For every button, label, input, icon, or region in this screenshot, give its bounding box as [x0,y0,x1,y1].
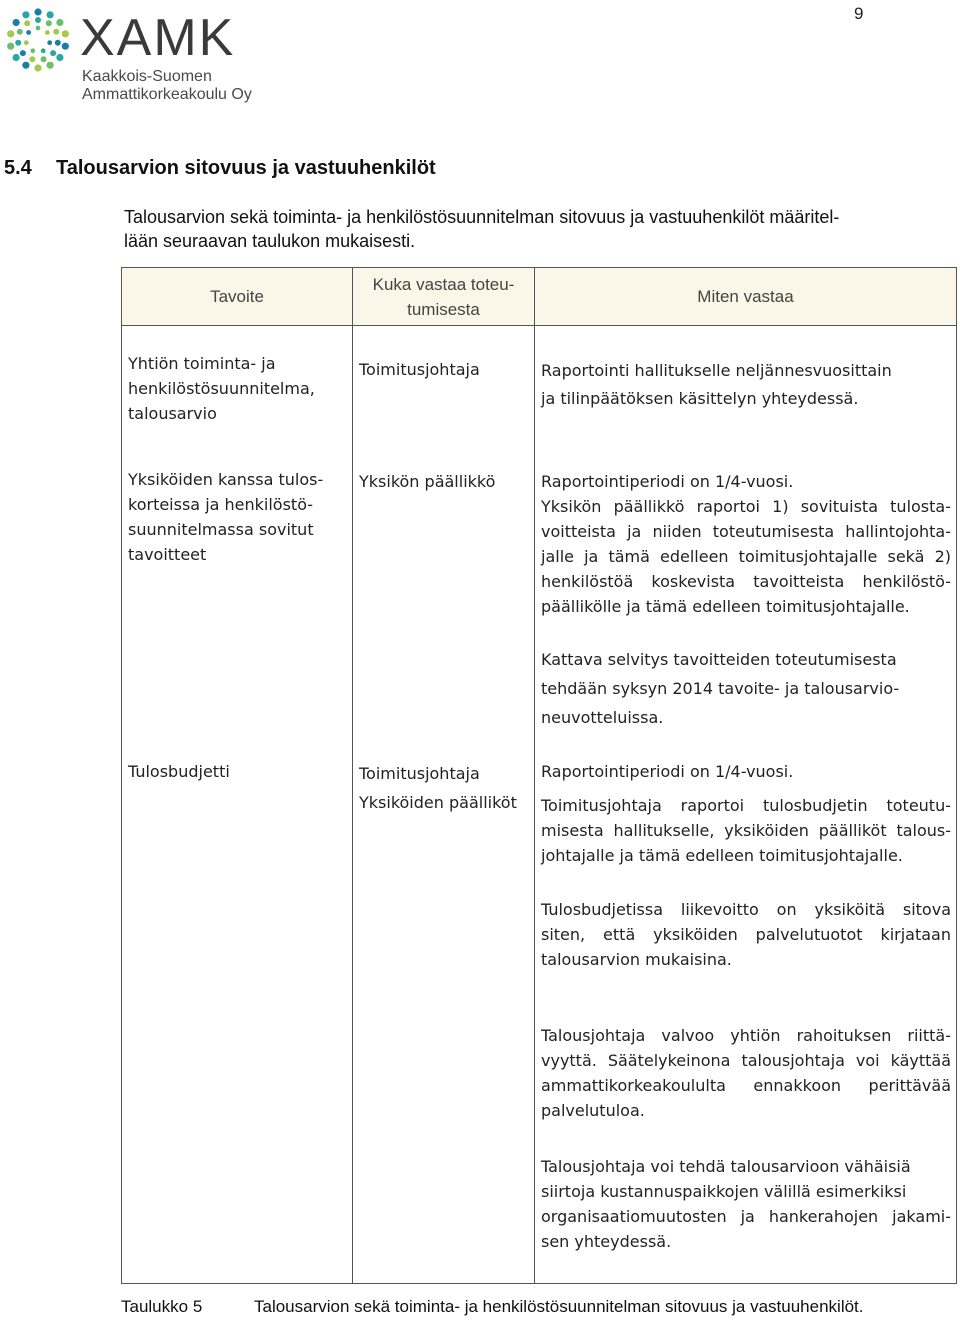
header-responsible [353,267,534,326]
logo-subtitle-line1: Kaakkois-Suomen [82,68,212,85]
logo-dot [24,40,29,45]
header-how: Miten vastaa [697,287,794,306]
header-responsible-line1: Kuka vastaa toteu- [372,274,515,294]
intro-line: Talousarvion sekä toiminta- ja henkilöstösuunnitelman sitovuus ja vastuuhenkilöt määritel- [124,207,840,227]
logo-dot [47,62,54,69]
logo-dot [22,11,29,18]
cell-line: Toimitusjohtaja raportoi tulosbudjetin toteutu- [541,796,951,815]
logo-dots-icon [4,6,74,76]
cell-line: jalle ja tämä edelleen toimitusjohtajalle sekä 2) [541,547,951,566]
row1-goal [128,351,350,426]
row2-how-p1 [541,469,951,619]
logo-dot [17,29,23,35]
logo-dot [53,29,59,35]
logo-dot [24,20,30,26]
logo-dot [34,64,41,71]
logo-dot [36,26,41,31]
cell-line: henkilöstösuunnitelma, [128,379,315,398]
cell-line: sen yhteydessä. [541,1232,672,1251]
logo-dot [13,19,20,26]
row2-responsible [359,469,531,494]
page-number: 9 [854,4,864,23]
logo-wordmark: XAMK [80,9,236,67]
cell-line: Tulosbudjetissa liikevoitto on yksiköitä sitova [541,900,951,919]
cell-line: organisaatiomuutosten ja hankerahojen jakami- [541,1207,951,1226]
logo-dot [22,62,29,69]
cell-line: ja tilinpäätöksen käsittelyn yhteydessä. [541,389,859,408]
logo-dot [50,50,56,56]
cell-line: suunnitelmassa sovitut [128,520,314,539]
row3-how-p2 [541,793,951,868]
logo-dot [34,8,41,15]
xamk-logo [4,4,284,104]
logo-dot [46,20,52,26]
cell-line: ammattikorkeakoululta ennakkoon perittävää [541,1076,951,1095]
row3-how-p5 [541,1154,951,1254]
column-divider [534,267,535,1284]
section-number: 5.4 [4,157,32,179]
caption-label: Taulukko 5 [121,1297,203,1316]
row3-how-p3 [541,897,951,972]
logo-dot [7,30,14,37]
cell-line: Talousjohtaja voi tehdä talousarvioon vähäisiä [541,1157,911,1176]
cell-line: Yhtiön toiminta- ja [128,354,276,373]
cell-line: neuvotteluissa. [541,708,664,727]
cell-line: tehdään syksyn 2014 tavoite- ja talousarvio- [541,679,900,698]
logo-dot [29,56,35,62]
logo-dot [47,40,52,45]
cell-line: siten, että yksiköiden palvelutuotot kirjataan [541,925,951,944]
section-title: Talousarvion sitovuus ja vastuuhenkilöt [56,157,436,179]
logo-dot [41,56,47,62]
header-responsible-line2: tumisesta [407,299,480,319]
cell-line: Yksiköiden päälliköt [359,793,517,812]
cell-line: johtajalle ja tämä edelleen toimitusjohtajalle. [541,846,903,865]
cell-line: Toimitusjohtaja [359,360,480,379]
cell-line: vyyttä. Säätelykeinona talousjohtaja voi käyttää [541,1051,951,1070]
row1-responsible [359,357,531,382]
cell-line: palvelutuloa. [541,1101,645,1120]
cell-line: Yksiköiden kanssa tulos- [128,470,324,489]
cell-line: Raportointiperiodi on 1/4-vuosi. [541,762,794,781]
cell-line: siirtoja kustannuspaikkojen välillä esimerkiksi [541,1182,907,1201]
logo-dot [56,19,63,26]
cell-line: Raportointiperiodi on 1/4-vuosi. [541,472,794,491]
logo-dot [7,43,14,50]
logo-dot [62,43,69,50]
row3-how-p4 [541,1023,951,1123]
cell-line: talousarvion mukaisina. [541,950,732,969]
logo-dot [13,54,20,61]
header-goal: Tavoite [210,287,264,306]
logo-dot [35,17,41,23]
cell-line: Tulosbudjetti [128,762,230,781]
cell-line: henkilöstöä koskevista tavoitteista henkilöstö- [541,572,951,591]
cell-line: päällikölle ja tämä edelleen toimitusjohtajalle. [541,597,910,616]
row2-goal [128,467,350,567]
row2-how-p2 [541,645,951,732]
caption-text: Talousarvion sekä toiminta- ja henkilöstösuunnitelman sitovuus ja vastuuhenkilöt. [254,1297,864,1316]
section-heading [4,157,436,180]
cell-line: talousarvio [128,404,217,423]
row3-how-p1 [541,759,951,784]
cell-line: voitteista ja niiden toteutumisesta hallintojohta- [541,522,951,541]
column-divider [352,267,353,1284]
logo-subtitle-line2: Ammattikorkeakoulu Oy [82,86,252,103]
row3-goal [128,759,350,784]
cell-line: Yksikön päällikkö [359,472,496,491]
cell-line: Kattava selvitys tavoitteiden toteutumisesta [541,650,897,669]
logo-dot [20,50,26,56]
logo-dot [30,48,35,53]
intro-paragraph [124,205,954,253]
logo-dot [15,40,21,46]
cell-line: korteissa ja henkilöstö- [128,495,314,514]
row3-responsible [359,759,531,817]
cell-line: Yksikön päällikkö raportoi 1) sovituista tulosta- [541,497,951,516]
row1-how [541,357,951,413]
logo-dot [47,11,54,18]
logo-dot [41,48,46,53]
logo-dot [45,30,50,35]
intro-line: lään seuraavan taulukon mukaisesti. [124,231,416,251]
cell-line: Talousjohtaja valvoo yhtiön rahoituksen riittä- [541,1026,951,1045]
logo-dot [26,30,31,35]
logo-dot [56,54,63,61]
logo-dot [62,30,69,37]
cell-line: tavoitteet [128,545,207,564]
cell-line: Toimitusjohtaja [359,764,480,783]
logo-dot [55,40,61,46]
cell-line: Raportointi hallitukselle neljännesvuosittain [541,361,892,380]
cell-line: misesta hallitukselle, yksiköiden päälliköt talous- [541,821,951,840]
